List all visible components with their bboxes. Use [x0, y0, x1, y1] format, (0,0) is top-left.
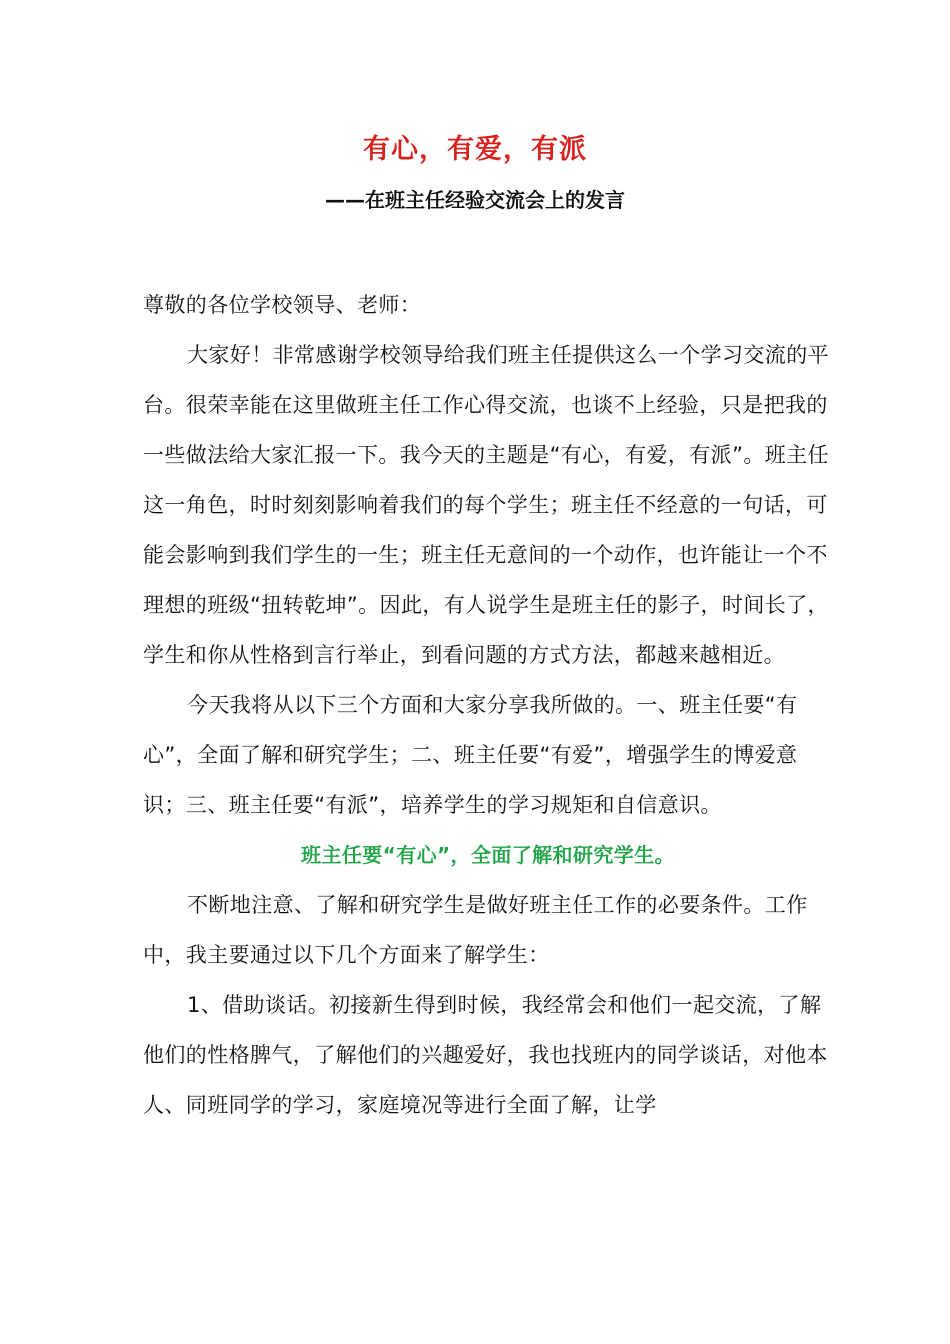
document-subtitle: ——在班主任经验交流会上的发言: [325, 188, 625, 212]
document-body: [143, 280, 833, 1130]
document-title: 有心，有爱，有派: [363, 134, 587, 165]
salutation: 尊敬的各位学校领导、老师：: [143, 293, 422, 317]
paragraph-opening: 大家好！非常感谢学校领导给我们班主任提供这么一个学习交流的平台。很荣幸能在这里做班主任工作心得交流，也谈不上经验，只是把我的一些做法给大家汇报一下。我今天的主题是“有心，有爱，有派”。班主任这一角色，时时刻刻影响着我们的每个学生；班主任不经意的一句话，可能会影响到我们学生的一生；班主任无意间的一个动作，也许能让一个不理想的班级“扭转乾坤”。因此，有人说学生是班主任的影子，时间长了，学生和你从性格到言行举止，到看问题的方式方法，都越来越相近。: [143, 343, 829, 667]
paragraph-understanding: 不断地注意、了解和研究学生是做好班主任工作的必要条件。工作中，我主要通过以下几个方面来了解学生：: [143, 893, 808, 967]
paragraph-outline: 今天我将从以下三个方面和大家分享我所做的。一、班主任要“有心”，全面了解和研究学生；二、班主任要“有爱”，增强学生的博爱意识；三、班主任要“有派”，培养学生的学习规矩和自信意识。: [143, 693, 798, 817]
paragraph-talk: 1、借助谈话。初接新生得到时候，我经常会和他们一起交流，了解他们的性格脾气，了解他们的兴趣爱好，我也找班内的同学谈话，对他本人、同班同学的学习，家庭境况等进行全面了解，让学: [143, 993, 828, 1117]
section-heading: 班主任要“有心”，全面了解和研究学生。: [301, 843, 675, 867]
